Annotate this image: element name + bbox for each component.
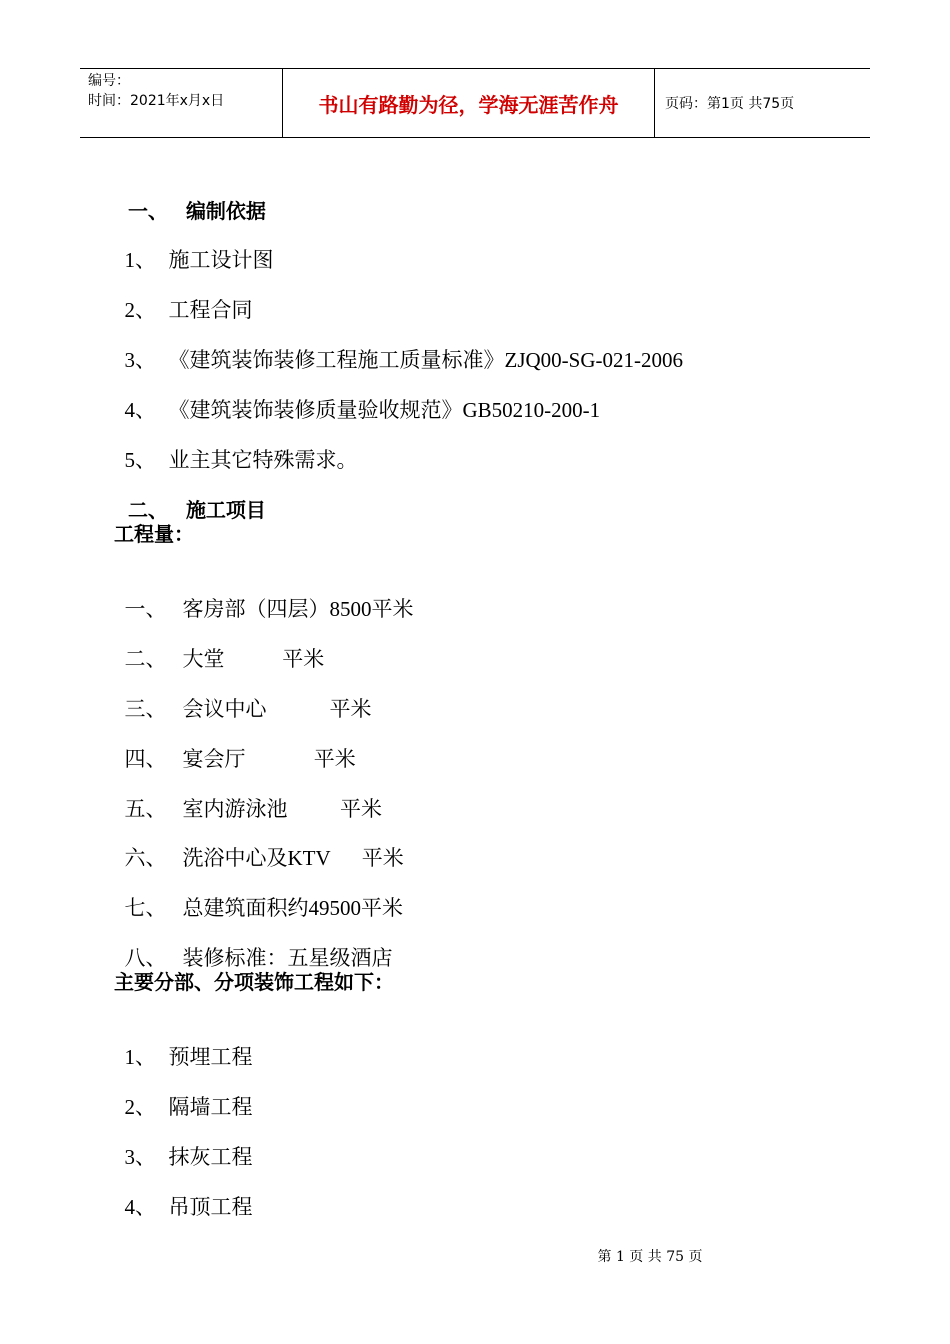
item-text: 隔墙工程: [168, 1095, 253, 1119]
item-number: 3、: [124, 348, 156, 372]
section-heading-2: [114, 471, 266, 523]
item-text: 《建筑装饰装修工程施工质量标准》ZJQ00-SG-021-2006: [168, 348, 683, 372]
item-text: 总建筑面积约49500平米: [182, 896, 403, 920]
page-footer: 第 1 页 共 75 页: [597, 1249, 703, 1265]
item-text: 预埋工程: [168, 1045, 253, 1069]
works-heading: 主要分部、分项装饰工程如下：: [114, 970, 394, 994]
item-number: 3、: [124, 1145, 156, 1169]
item-number: 5、: [124, 448, 156, 472]
list-item: [114, 1018, 253, 1070]
list-item: [114, 819, 404, 871]
list-item: [114, 1168, 253, 1220]
item-text: 大堂 平米: [182, 647, 325, 671]
header-meta: [80, 69, 282, 137]
section-number: 一、: [127, 199, 168, 223]
item-number: 1、: [124, 1045, 156, 1069]
item-number: 二、: [124, 647, 167, 671]
item-text: 吊顶工程: [168, 1195, 253, 1219]
item-number: 2、: [124, 1095, 156, 1119]
list-item: [114, 770, 382, 822]
list-item: [114, 919, 393, 971]
header-page-info: 页码：第1页 共75页: [665, 96, 795, 112]
item-text: 《建筑装饰装修质量验收规范》GB50210-200-1: [168, 398, 601, 422]
item-number: 六、: [124, 846, 167, 870]
header-motto: 书山有路勤为径，学海无涯苦作舟: [282, 69, 655, 137]
list-item: [114, 221, 274, 273]
list-item: [114, 720, 356, 772]
item-text: 室内游泳池 平米: [182, 797, 382, 821]
item-number: 八、: [124, 946, 167, 970]
item-text: 装修标准：五星级酒店: [182, 946, 393, 970]
item-number: 五、: [124, 797, 167, 821]
list-item: [114, 620, 324, 672]
list-item: [114, 869, 403, 921]
code-label: 编号：: [88, 73, 130, 89]
item-text: 洗浴中心及KTV 平米: [182, 846, 404, 870]
item-text: 施工设计图: [168, 248, 274, 272]
item-number: 1、: [124, 248, 156, 272]
list-item: [114, 321, 683, 373]
section-number: 二、: [127, 498, 168, 522]
list-item: [114, 570, 414, 622]
item-number: 2、: [124, 298, 156, 322]
item-text: 会议中心 平米: [182, 697, 372, 721]
item-number: 一、: [124, 597, 167, 621]
item-text: 宴会厅 平米: [182, 747, 356, 771]
item-text: 客房部（四层）8500平米: [182, 597, 414, 621]
list-item: [114, 1118, 253, 1170]
section-heading-1: [114, 172, 266, 224]
item-number: 4、: [124, 1195, 156, 1219]
item-text: 抹灰工程: [168, 1145, 253, 1169]
quantity-heading: 工程量：: [114, 522, 194, 546]
section-title: 施工项目: [185, 498, 266, 522]
list-item: [114, 371, 600, 423]
item-number: 七、: [124, 896, 167, 920]
date-label: 时间：2021年x月x日: [88, 93, 225, 109]
list-item: [114, 1068, 253, 1120]
list-item: [114, 670, 372, 722]
item-number: 三、: [124, 697, 167, 721]
list-item: [114, 421, 358, 473]
list-item: [114, 271, 253, 323]
item-number: 4、: [124, 398, 156, 422]
section-title: 编制依据: [185, 199, 266, 223]
item-number: 四、: [124, 747, 167, 771]
page-header: [80, 68, 870, 138]
item-text: 业主其它特殊需求。: [168, 448, 358, 472]
item-text: 工程合同: [168, 298, 253, 322]
